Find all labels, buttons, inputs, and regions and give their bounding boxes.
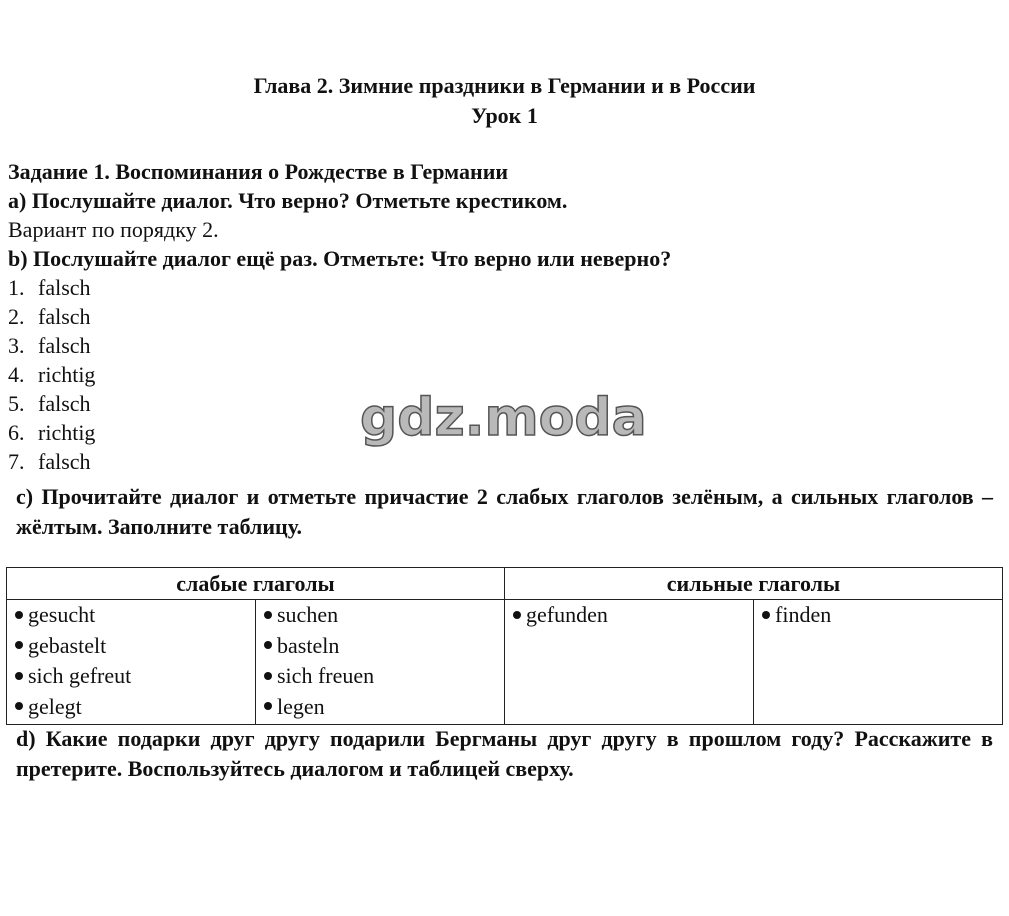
table-row [7, 600, 1003, 725]
list-item: suchen [264, 602, 504, 633]
bullet-icon [15, 611, 23, 619]
answer-item: 7. falsch [8, 449, 91, 474]
bullet-icon [264, 611, 272, 619]
task-part-a-answer: Вариант по порядку 2. [8, 217, 219, 242]
task-part-d: d) Какие подарки друг другу подарили Бергманы друг другу в прошлом году? Расскажите в претерите. Воспользуйтесь диалогом и таблицей сверху. [16, 726, 993, 781]
list-item: basteln [264, 633, 504, 664]
list-item: gefunden [513, 602, 753, 633]
bullet-icon [15, 641, 23, 649]
bullet-icon [513, 611, 521, 619]
answer-item: 3. falsch [8, 333, 91, 358]
header-weak-verbs: слабые глаголы [7, 568, 505, 600]
lesson-title: Урок 1 [471, 103, 538, 128]
answer-item: 1. falsch [8, 275, 91, 300]
answer-item: 6. richtig [8, 420, 96, 445]
bullet-icon [15, 702, 23, 710]
answer-item: 2. falsch [8, 304, 91, 329]
strong-infinitives-cell [754, 600, 1003, 725]
answer-list [8, 275, 95, 478]
bullet-icon [264, 672, 272, 680]
list-item: gelegt [15, 694, 255, 725]
list-item: gesucht [15, 602, 255, 633]
task-part-b: b) Послушайте диалог ещё раз. Отметьте: Что верно или неверно? [8, 246, 672, 271]
list-item: legen [264, 694, 504, 725]
answer-item: 4. richtig [8, 362, 96, 387]
bullet-icon [762, 611, 770, 619]
chapter-title: Глава 2. Зимние праздники в Германии и в России [253, 73, 756, 98]
verbs-table [6, 567, 1003, 725]
list-item: sich freuen [264, 663, 504, 694]
header-strong-verbs: сильные глаголы [505, 568, 1003, 600]
bullet-icon [15, 672, 23, 680]
list-item: finden [762, 602, 1002, 633]
bullet-icon [264, 641, 272, 649]
weak-participles-cell [7, 600, 256, 725]
strong-participles-cell [505, 600, 754, 725]
task-part-c: c) Прочитайте диалог и отметьте причастие 2 слабых глаголов зелёным, а сильных глаголов – жёлтым. Заполните таблицу. [16, 484, 993, 539]
table-header-row [7, 568, 1003, 600]
list-item: gebastelt [15, 633, 255, 664]
task-part-a: a) Послушайте диалог. Что верно? Отметьте крестиком. [8, 188, 568, 213]
task-title: Задание 1. Воспоминания о Рождестве в Германии [8, 159, 509, 184]
weak-infinitives-cell [256, 600, 505, 725]
list-item: sich gefreut [15, 663, 255, 694]
watermark-logo: gdz.moda [360, 388, 647, 448]
answer-item: 5. falsch [8, 391, 91, 416]
bullet-icon [264, 702, 272, 710]
